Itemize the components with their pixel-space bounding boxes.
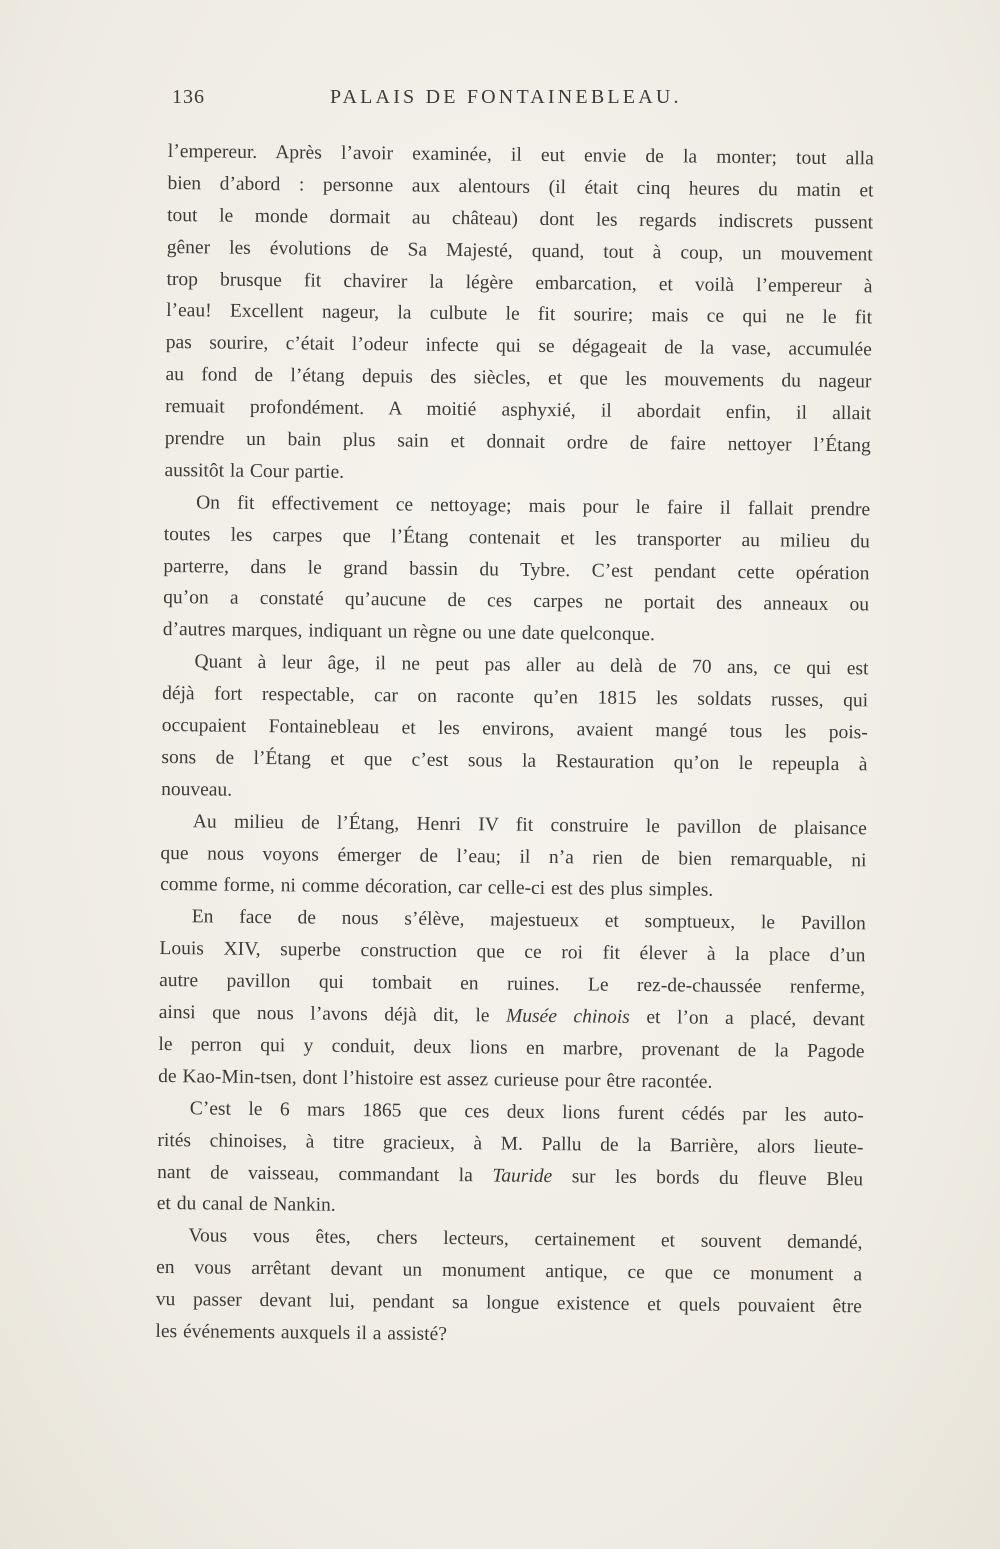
text-line: le perron qui y conduit, deux lions en marbre, provenant de la Pagode	[158, 1033, 865, 1063]
text-line: pas sourire, c’était l’odeur infecte qui se dégageait de la vase, accumulée	[165, 332, 872, 361]
text-line: On fit effectivement ce nettoyage; mais pour le faire il fallait prendre	[196, 492, 871, 521]
paragraph	[161, 646, 869, 813]
text-line: de Kao-Min-tsen, dont l’histoire est assez curieuse pour être racontée.	[158, 1065, 713, 1093]
text-line: les événements auxquels il a assisté?	[155, 1320, 448, 1345]
text-line: tout le monde dormait au château) dont les regards indiscrets pussent	[167, 204, 874, 234]
text-line: nouveau.	[161, 778, 233, 801]
text-line: comme forme, ni comme décoration, car celle-ci est des plus simples.	[160, 874, 714, 902]
text-line: Louis XIV, superbe construction que ce roi fit élever à la place d’un	[159, 938, 866, 967]
text-line: Quant à leur âge, il ne peut pas aller au delà de 70 ans, ce qui est	[194, 651, 869, 680]
text-line: occupaient Fontainebleau et les environs, avaient mangé tous les pois-	[161, 714, 868, 744]
text-line: toutes les carpes que l’Étang contenait et les transporter au milieu du	[163, 523, 870, 553]
text-line: d’autres marques, indiquant un règne ou une date quelconque.	[162, 619, 656, 646]
body-text	[155, 136, 874, 1355]
text-line: déjà fort respectable, car on raconte qu’en 1815 les soldats russes, qui	[162, 683, 869, 712]
text-line: au fond de l’étang depuis des siècles, et que les mouvements du nageur	[165, 364, 872, 393]
text-line: rités chinoises, à titre gracieux, à M. Pallu de la Barrière, alors lieute-	[157, 1129, 864, 1158]
text-line: l’eau! Excellent nageur, la culbute le fit sourire; mais ce qui ne le fit	[166, 300, 873, 329]
text-line: gêner les évolutions de Sa Majesté, quand, tout à coup, un mouvement	[166, 236, 873, 266]
italic-title: Musée chinois	[505, 1005, 630, 1028]
running-header	[172, 80, 724, 120]
italic-title: Tauride	[492, 1164, 553, 1187]
text-line: l’empereur. Après l’avoir examinée, il eut envie de la monter; tout alla	[167, 140, 874, 170]
text-line: bien d’abord : personne aux alentours (il était cinq heures du matin et	[167, 172, 874, 202]
text-line: qu’on a constaté qu’aucune de ces carpes ne portait des anneaux ou	[163, 587, 870, 616]
text-line: vu passer devant lui, pendant sa longue existence et quels pouvaient être	[155, 1288, 862, 1318]
paragraph	[158, 901, 866, 1100]
paragraph	[163, 487, 871, 654]
text-line: Vous vous êtes, chers lecteurs, certainement et souvent demandé,	[188, 1225, 863, 1254]
paragraph	[155, 1220, 862, 1355]
text-line: que nous voyons émerger de l’eau; il n’a rien de bien remarquable, ni	[160, 842, 867, 871]
text-line: C’est le 6 mars 1865 que ces deux lions furent cédés par les auto-	[189, 1098, 864, 1127]
text-line: en vous arrêtant devant un monument antique, ce que ce monument a	[156, 1257, 863, 1286]
paragraph	[157, 1093, 864, 1228]
text-line: nant de vaisseau, commandant la Tauride sur les bords du fleuve Bleu	[157, 1161, 864, 1190]
text-line: remuait profondément. A moitié asphyxié, il abordait enfin, il allait	[165, 396, 872, 425]
page-number: 136	[172, 86, 205, 108]
running-title: PALAIS DE FONTAINEBLEAU.	[330, 86, 682, 108]
text-line: autre pavillon qui tombait en ruines. Le rez-de-chaussée renferme,	[159, 970, 866, 999]
text-line: sons de l’Étang et que c’est sous la Restauration qu’on le repeupla à	[161, 746, 868, 776]
text-line: parterre, dans le grand bassin du Tybre. C’est pendant cette opération	[163, 555, 870, 584]
text-line: trop brusque fit chavirer la légère embarcation, et voilà l’empereur à	[166, 268, 873, 297]
text-line: et du canal de Nankin.	[156, 1193, 336, 1217]
text-line: En face de nous s’élève, majestueux et somptueux, le Pavillon	[191, 906, 866, 935]
text-line: aussitôt la Cour partie.	[164, 459, 345, 483]
text-line: ainsi que nous l’avons déjà dit, le Musée chinois et l’on a placé, devant	[158, 1001, 865, 1031]
text-line: Au milieu de l’Étang, Henri IV fit construire le pavillon de plaisance	[192, 811, 867, 840]
paragraph	[164, 136, 874, 494]
text-line: prendre un bain plus sain et donnait ordre de faire nettoyer l’Étang	[164, 427, 871, 457]
paragraph	[160, 806, 867, 909]
